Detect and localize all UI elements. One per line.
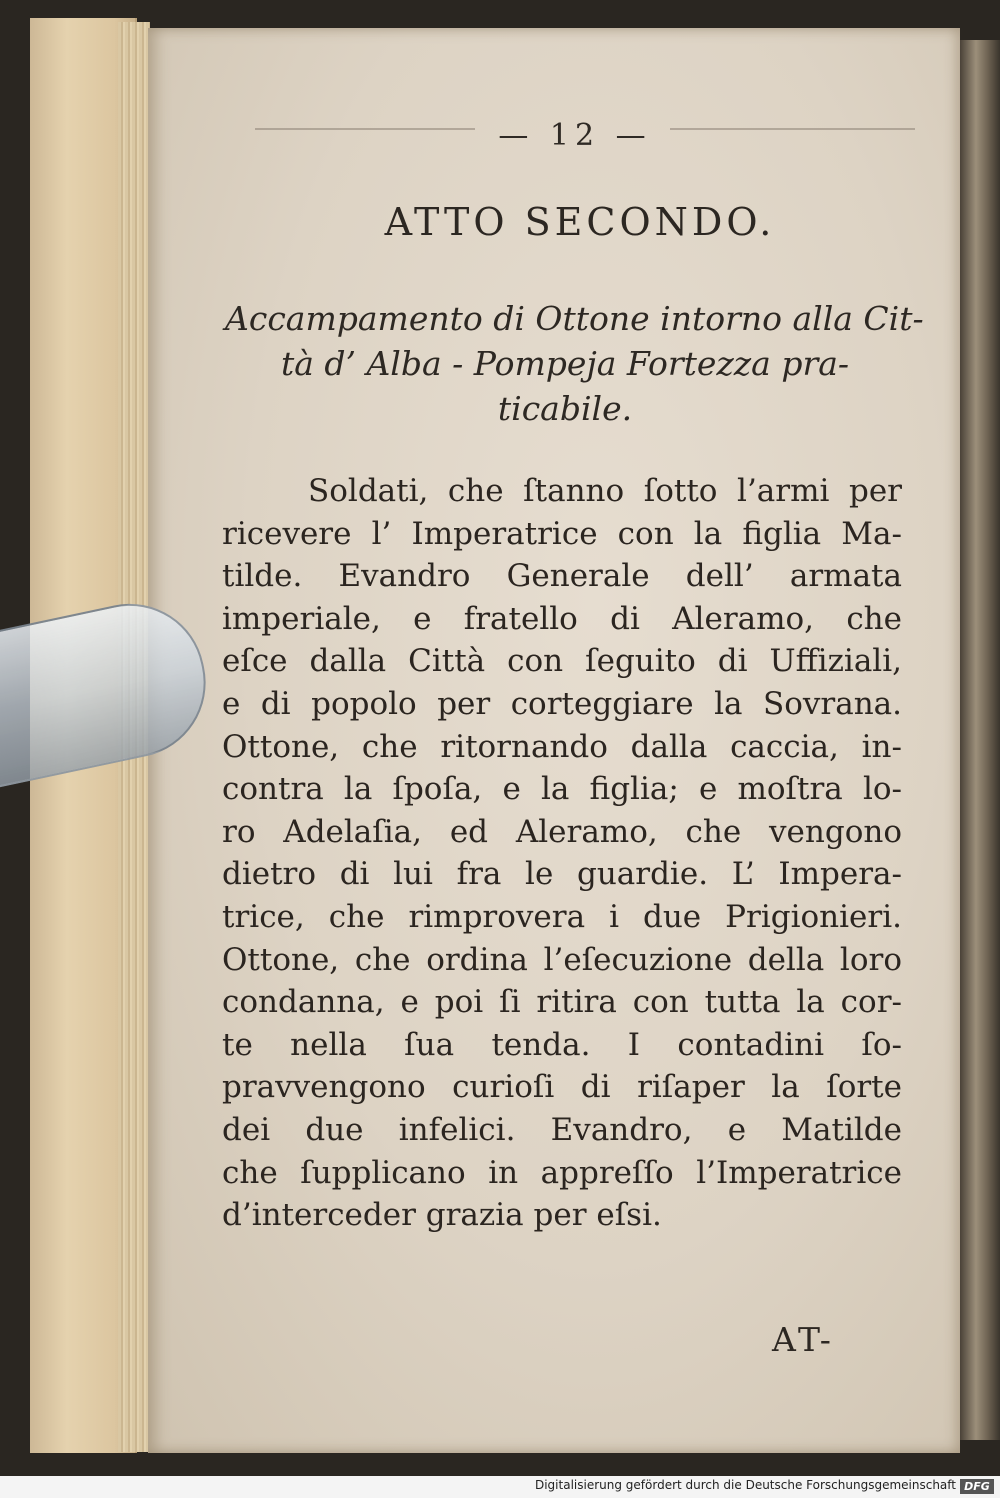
text-line: te nella ſua tenda. I contadini ſo- xyxy=(222,1026,902,1063)
scene-line: tà d’ Alba - Pompeja Fortezza pra- xyxy=(280,344,850,383)
page-number: — 12 — xyxy=(498,118,652,153)
text-line: ricevere l’ Imperatrice con la figlia Ma- xyxy=(222,515,902,552)
text-line: trice, che rimprovera i due Prigionieri. xyxy=(222,898,902,935)
catchword: AT- xyxy=(772,1320,835,1359)
text-line: Ottone, che ritornando dalla caccia, in- xyxy=(222,728,902,765)
text-line: d’interceder grazia per eſsi. xyxy=(222,1197,662,1234)
text-line: e di popolo per corteggiare la Sovrana. xyxy=(222,685,902,722)
text-line: pravvengono curioſi di riſaper la ſorte xyxy=(222,1069,902,1106)
text-line: imperiale, e fratello di Aleramo, che xyxy=(222,600,902,637)
text-line: Ottone, che ordina l’eſecuzione della loro xyxy=(222,941,902,978)
book-right-edge xyxy=(960,40,1000,1440)
scene-description xyxy=(225,296,924,431)
text-line: ro Adelaſia, ed Aleramo, che vengono xyxy=(222,813,902,850)
scene-line: Accampamento di Ottone intorno alla Cit- xyxy=(225,299,924,338)
scene-line: ticabile. xyxy=(497,389,633,428)
body-paragraph xyxy=(222,470,902,1237)
footer-credit: Digitalisierung gefördert durch die Deutsche Forschungsgemeinschaft xyxy=(534,1478,956,1492)
text-line: che ſupplicano in appreſſo l’Imperatrice xyxy=(222,1154,902,1191)
text-line: Soldati, che ſtanno ſotto l’armi per xyxy=(308,473,902,509)
header-rule-left xyxy=(255,128,475,130)
text-line: eſce dalla Città con ſeguito di Uffiziali, xyxy=(222,643,902,680)
text-line: contra la ſpoſa, e la figlia; e moſtra lo- xyxy=(222,771,902,808)
digitization-footer xyxy=(0,1476,1000,1498)
text-line: condanna, e poi ſi ritira con tutta la cor- xyxy=(222,984,902,1021)
text-line: dei due infelici. Evandro, e Matilde xyxy=(222,1111,902,1148)
act-title: ATTO SECONDO. xyxy=(384,200,776,244)
dfg-logo: DFG xyxy=(960,1479,994,1494)
text-line: dietro di lui fra le guardie. L’ Impera- xyxy=(222,856,902,893)
text-line: tilde. Evandro Generale dell’ armata xyxy=(222,558,902,595)
header-rule-right xyxy=(670,128,915,130)
